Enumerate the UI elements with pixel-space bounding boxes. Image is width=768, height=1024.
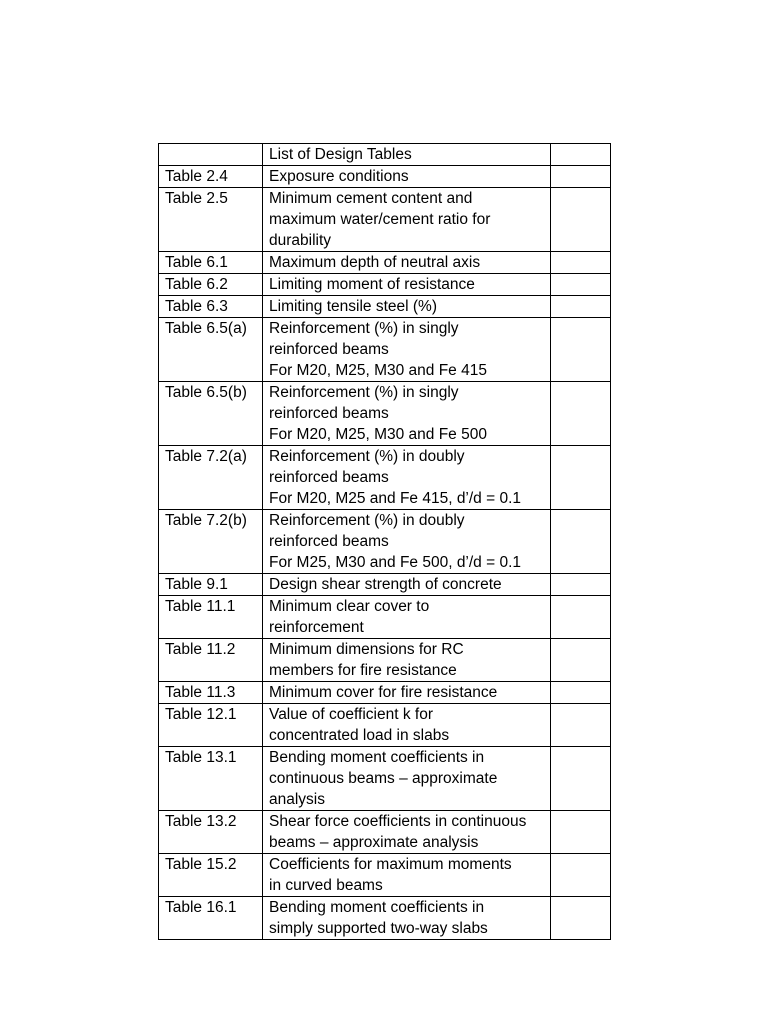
table-page-cell	[551, 166, 611, 188]
table-ref-cell: Table 9.1	[159, 574, 263, 596]
table-page-cell	[551, 296, 611, 318]
table-page-cell	[551, 704, 611, 747]
table-row	[159, 897, 611, 940]
table-row	[159, 188, 611, 252]
table-row	[159, 811, 611, 854]
table-ref-cell: Table 11.2	[159, 639, 263, 682]
table-ref-cell: Table 16.1	[159, 897, 263, 940]
table-row	[159, 510, 611, 574]
table-description-cell: Design shear strength of concrete	[263, 574, 551, 596]
table-ref-cell: Table 12.1	[159, 704, 263, 747]
table-page-cell	[551, 446, 611, 510]
table-ref-cell: Table 6.5(b)	[159, 382, 263, 446]
table-description-cell: Minimum dimensions for RC members for fire resistance	[263, 639, 551, 682]
table-description-cell: Minimum cover for fire resistance	[263, 682, 551, 704]
table-ref-cell: Table 7.2(a)	[159, 446, 263, 510]
table-description-cell: Reinforcement (%) in doubly reinforced beams For M20, M25 and Fe 415, d’/d = 0.1	[263, 446, 551, 510]
table-header-row	[159, 144, 611, 166]
table-description-cell: Shear force coefficients in continuous beams – approximate analysis	[263, 811, 551, 854]
table-description-cell: Minimum cement content and maximum water/cement ratio for durability	[263, 188, 551, 252]
table-ref-cell: Table 13.2	[159, 811, 263, 854]
table-page-cell	[551, 811, 611, 854]
table-row	[159, 639, 611, 682]
table-row	[159, 166, 611, 188]
table-ref-cell: Table 2.5	[159, 188, 263, 252]
table-row	[159, 382, 611, 446]
header-page-cell	[551, 144, 611, 166]
table-row	[159, 274, 611, 296]
table-page-cell	[551, 596, 611, 639]
table-row	[159, 704, 611, 747]
design-tables-list	[158, 143, 611, 940]
header-ref-cell	[159, 144, 263, 166]
table-page-cell	[551, 318, 611, 382]
table-page-cell	[551, 188, 611, 252]
table-body	[159, 144, 611, 940]
table-description-cell: Reinforcement (%) in doubly reinforced beams For M25, M30 and Fe 500, d’/d = 0.1	[263, 510, 551, 574]
table-description-cell: Minimum clear cover to reinforcement	[263, 596, 551, 639]
table-page-cell	[551, 854, 611, 897]
table-page-cell	[551, 382, 611, 446]
table-page-cell	[551, 510, 611, 574]
table-description-cell: Reinforcement (%) in singly reinforced beams For M20, M25, M30 and Fe 415	[263, 318, 551, 382]
table-title: List of Design Tables	[263, 144, 551, 166]
table-row	[159, 252, 611, 274]
table-ref-cell: Table 6.2	[159, 274, 263, 296]
table-row	[159, 318, 611, 382]
table-ref-cell: Table 13.1	[159, 747, 263, 811]
table-page-cell	[551, 274, 611, 296]
table-description-cell: Limiting tensile steel (%)	[263, 296, 551, 318]
table-row	[159, 854, 611, 897]
table-description-cell: Exposure conditions	[263, 166, 551, 188]
table-page-cell	[551, 252, 611, 274]
table-page-cell	[551, 747, 611, 811]
table-row	[159, 296, 611, 318]
table-ref-cell: Table 15.2	[159, 854, 263, 897]
table-description-cell: Bending moment coefficients in continuous beams – approximate analysis	[263, 747, 551, 811]
table-row	[159, 574, 611, 596]
table-row	[159, 747, 611, 811]
table-row	[159, 682, 611, 704]
table-page-cell	[551, 897, 611, 940]
table-ref-cell: Table 7.2(b)	[159, 510, 263, 574]
table-page-cell	[551, 639, 611, 682]
table-description-cell: Coefficients for maximum moments in curved beams	[263, 854, 551, 897]
table-page-cell	[551, 682, 611, 704]
table-ref-cell: Table 6.3	[159, 296, 263, 318]
table-ref-cell: Table 6.5(a)	[159, 318, 263, 382]
table-ref-cell: Table 11.3	[159, 682, 263, 704]
table-description-cell: Maximum depth of neutral axis	[263, 252, 551, 274]
table-description-cell: Limiting moment of resistance	[263, 274, 551, 296]
table-description-cell: Bending moment coefficients in simply supported two-way slabs	[263, 897, 551, 940]
table-description-cell: Value of coefficient k for concentrated load in slabs	[263, 704, 551, 747]
table-ref-cell: Table 11.1	[159, 596, 263, 639]
table-description-cell: Reinforcement (%) in singly reinforced beams For M20, M25, M30 and Fe 500	[263, 382, 551, 446]
table-row	[159, 446, 611, 510]
table-ref-cell: Table 6.1	[159, 252, 263, 274]
table-page-cell	[551, 574, 611, 596]
table-ref-cell: Table 2.4	[159, 166, 263, 188]
table-row	[159, 596, 611, 639]
